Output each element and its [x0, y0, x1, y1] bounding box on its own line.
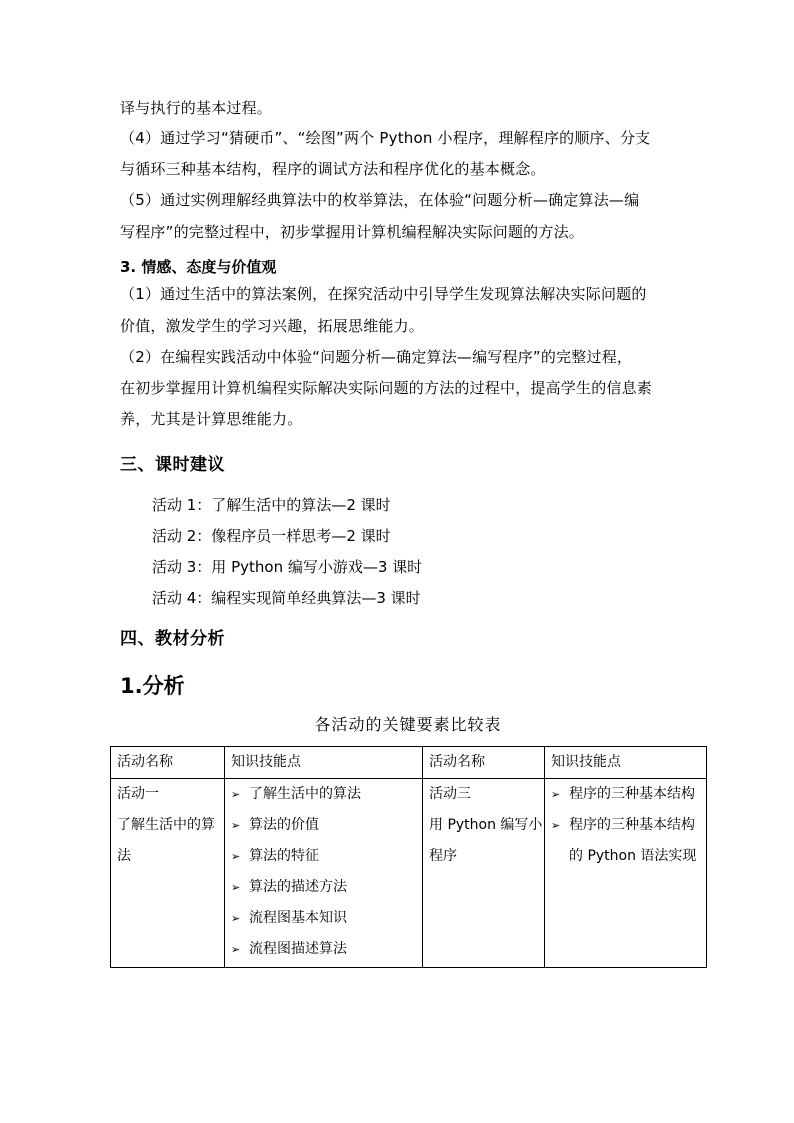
arrow-bullet-icon: ➢: [231, 912, 241, 925]
paragraph-line: （2）在编程实践活动中体验“问题分析—确定算法—编写程序”的完整过程，: [120, 348, 633, 366]
paragraph-line: 价值，激发学生的学习兴趣，拓展思维能力。: [120, 317, 425, 335]
paragraph-line: 译与执行的基本过程。: [120, 99, 273, 117]
schedule-item: 活动 4：编程实现简单经典算法—3 课时: [152, 589, 421, 607]
table-row: [111, 779, 707, 968]
list-item: ➢ 算法的价值: [231, 810, 416, 841]
list-item: ➢ 程序的三种基本结构: [551, 779, 700, 810]
cell-text: 了解生活中的算: [117, 817, 215, 833]
table-caption: 各活动的关键要素比较表: [314, 715, 502, 734]
paragraph-line: （5）通过实例理解经典算法中的枚举算法，在体验“问题分析—确定算法—编: [120, 191, 640, 209]
table-header-row: [111, 747, 707, 779]
cell-text: 活动三: [429, 786, 471, 802]
list-item: ➢ 流程图描述算法: [231, 934, 416, 965]
schedule-item: 活动 2：像程序员一样思考—2 课时: [152, 527, 391, 545]
paragraph-line: 与循环三种基本结构，程序的调试方法和程序优化的基本概念。: [120, 160, 546, 178]
activity-cell: [111, 779, 225, 968]
paragraph-line: （4）通过学习“猜硬币”、“绘图”两个 Python 小程序，理解程序的顺序、分支: [120, 129, 651, 147]
section-heading: 四、教材分析: [120, 629, 225, 649]
points-cell: [225, 779, 423, 968]
cell-text: 程序: [429, 848, 457, 864]
header-cell: 知识技能点: [225, 747, 423, 779]
list-item: ➢ 程序的三种基本结构: [551, 810, 700, 841]
list-item: ➢ 算法的特征: [231, 841, 416, 872]
cell-text: 法: [117, 848, 131, 864]
paragraph-line: （1）通过生活中的算法案例，在探究活动中引导学生发现算法解决实际问题的: [120, 285, 647, 303]
subsection-heading: 3. 情感、态度与价值观: [120, 258, 277, 276]
subsection-heading: 1.分析: [120, 674, 185, 698]
list-item: ➢ 了解生活中的算法: [231, 779, 416, 810]
schedule-item: 活动 3：用 Python 编写小游戏—3 课时: [152, 558, 423, 576]
header-cell: 知识技能点: [545, 747, 707, 779]
list-item: ➢ 算法的描述方法: [231, 872, 416, 903]
paragraph-line: 写程序”的完整过程中，初步掌握用计算机编程解决实际问题的方法。: [120, 223, 584, 241]
arrow-bullet-icon: ➢: [551, 788, 561, 801]
header-cell: 活动名称: [111, 747, 225, 779]
arrow-bullet-icon: ➢: [231, 850, 241, 863]
arrow-bullet-icon: ➢: [231, 943, 241, 956]
cell-text: 用 Python 编写小: [429, 817, 543, 833]
list-item-continuation: 的 Python 语法实现: [569, 848, 697, 864]
header-cell: 活动名称: [423, 747, 545, 779]
arrow-bullet-icon: ➢: [231, 881, 241, 894]
activity-cell: [423, 779, 545, 968]
cell-text: 活动一: [117, 786, 159, 802]
paragraph-line: 在初步掌握用计算机编程实际解决实际问题的方法的过程中，提高学生的信息素: [120, 379, 653, 397]
schedule-item: 活动 1：了解生活中的算法—2 课时: [152, 496, 391, 514]
arrow-bullet-icon: ➢: [551, 819, 561, 832]
arrow-bullet-icon: ➢: [231, 819, 241, 832]
section-heading: 三、课时建议: [120, 455, 225, 475]
points-cell: [545, 779, 707, 968]
list-item: ➢ 流程图基本知识: [231, 903, 416, 934]
comparison-table: [110, 746, 707, 968]
paragraph-line: 养，尤其是计算思维能力。: [120, 410, 303, 428]
arrow-bullet-icon: ➢: [231, 788, 241, 801]
